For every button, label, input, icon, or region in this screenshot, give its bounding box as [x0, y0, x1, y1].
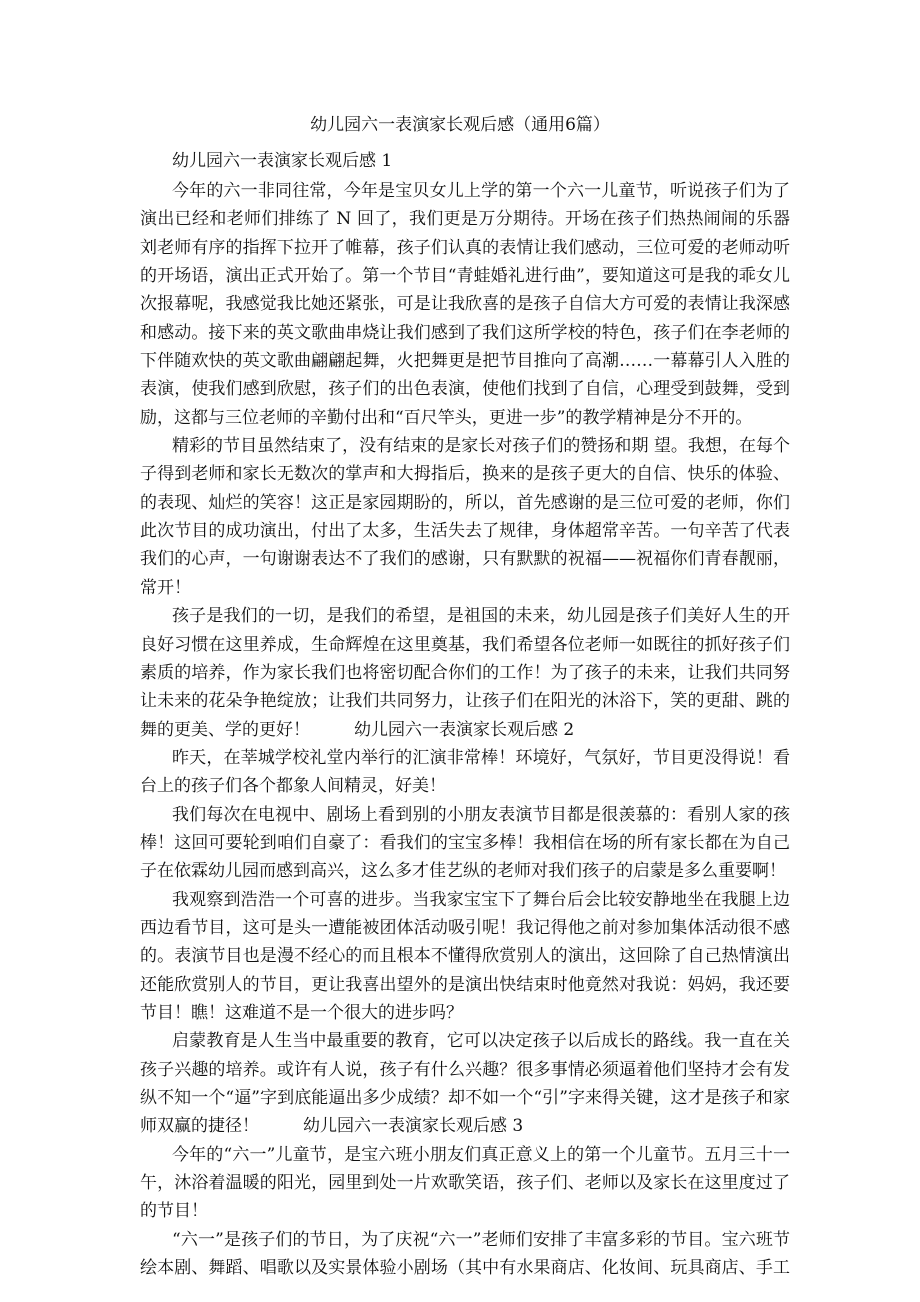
text-line — [140, 716, 790, 744]
text-line — [140, 1226, 790, 1254]
text-line — [140, 744, 790, 772]
line-text: 西边看节目，这可是头一遭能被团体活动吸引呢！我记得他之前对参加集体活动很不感 — [140, 917, 790, 938]
line-text: 我观察到浩浩一个可喜的进步。当我家宝宝下了舞台后会比较安静地坐在我腿上边 — [172, 889, 790, 910]
text-line — [140, 772, 790, 800]
line-text: 舞的更美、学的更好！ — [140, 719, 310, 740]
text-line — [140, 886, 790, 914]
text-line — [140, 517, 790, 545]
line-text: 还能欣赏别人的节目，更让我喜出望外的是演出快结束时他竟然对我说：妈妈，我还要 — [140, 974, 790, 995]
line-text: 师双赢的捷径！ — [140, 1116, 259, 1137]
text-line — [140, 942, 790, 970]
text-line — [140, 1056, 790, 1084]
text-line — [140, 460, 790, 488]
line-text: 我们每次在电视中、剧场上看到别的小朋友表演节目都是很羡慕的：看别人家的孩 — [172, 804, 790, 825]
text-line — [140, 432, 790, 460]
line-text: 的。表演节目也是漫不经心的而且根本不懂得欣赏别人的演出，这回除了自己热情演出 — [140, 946, 790, 967]
section-heading-1: 幼儿园六一表演家长观后感 1 — [172, 151, 393, 171]
text-line — [140, 290, 790, 318]
text-line — [140, 1112, 790, 1140]
line-text: 孩子兴趣的培养。或许有人说，孩子有什么兴趣？很多事情必须逼着他们坚持才会有发 — [140, 1059, 790, 1080]
line-text: 素质的培养，作为家长我们也将密切配合你们的工作！为了孩子的未来，让我们共同努 — [140, 662, 790, 683]
text-line — [140, 1169, 790, 1197]
line-text: 台上的孩子们各个都象人间精灵，好美！ — [140, 776, 446, 797]
text-line — [140, 1141, 790, 1169]
line-text: 节目！瞧！这难道不是一个很大的进步吗？ — [140, 1002, 463, 1023]
line-text: 次报幕呢，我感觉我比她还紧张，可是让我欣喜的是孩子自信大方可爱的表情让我深感 — [140, 294, 790, 315]
line-text: 子得到老师和家长无数次的掌声和大拇指后，换来的是孩子更大的自信、快乐的体验、 — [140, 464, 790, 485]
text-line — [140, 1027, 790, 1055]
text-line — [140, 205, 790, 233]
line-text: 我们的心声，一句谢谢表达不了我们的感谢，只有默默的祝福——祝福你们青春靓丽， — [140, 549, 790, 570]
line-text: 刘老师有序的指挥下拉开了帷幕，孩子们认真的表情让我们感动，三位可爱的老师动听 — [140, 237, 790, 258]
text-line — [140, 829, 790, 857]
line-text: 纵不知一个“逼”字到底能逼出多少成绩？却不如一个“引”字来得关键，这才是孩子和家 — [140, 1088, 790, 1108]
text-line — [140, 319, 790, 347]
line-text: 绘本剧、舞蹈、唱歌以及实景体验小剧场（其中有水果商店、化妆间、玩具商店、手工 — [140, 1258, 790, 1279]
document-body — [140, 177, 790, 1282]
text-line — [140, 659, 790, 687]
text-line — [140, 262, 790, 290]
line-text: 启蒙教育是人生当中最重要的教育，它可以决定孩子以后成长的路线。我一直在关 — [172, 1031, 790, 1052]
line-text: “六一”是孩子们的节日，为了庆祝“六一”老师们安排了丰富多彩的节目。宝六班节 — [172, 1229, 790, 1250]
text-line — [140, 999, 790, 1027]
line-text: 表演，使我们感到欣慰，孩子们的出色表演，使他们找到了自信，心理受到鼓舞，受到 — [140, 379, 790, 400]
line-text: 棒！这回可要轮到咱们自豪了：看我们的宝宝多棒！我相信在场的所有家长都在为自己 — [140, 832, 790, 853]
line-text: 午，沐浴着温暖的阳光，园里到处一片欢歌笑语，孩子们、老师以及家长在这里度过了 — [140, 1173, 790, 1194]
text-line — [140, 177, 790, 205]
line-text: 今年的六一非同往常，今年是宝贝女儿上学的第一个六一儿童节，听说孩子们为了 — [172, 181, 790, 201]
line-text: 此次节目的成功演出，付出了太多，生活失去了规律，身体超常辛苦。一句辛苦了代表 — [140, 521, 790, 542]
text-line — [140, 687, 790, 715]
line-text: 良好习惯在这里养成，生命辉煌在这里奠基，我们希望各位老师一如既往的抓好孩子们 — [140, 634, 790, 655]
document-title: 幼儿园六一表演家长观后感（通用6篇） — [310, 115, 610, 135]
line-text: 孩子是我们的一切，是我们的希望，是祖国的未来，幼儿园是孩子们美好人生的开 — [172, 606, 790, 627]
line-text: 子在依霖幼儿园而感到高兴，这么多才佳艺纵的老师对我们孩子的启蒙是多么重要啊！ — [140, 861, 786, 882]
text-line — [140, 801, 790, 829]
line-text: 让未来的花朵争艳绽放；让我们共同努力，让孩子们在阳光的沐浴下，笑的更甜、跳的 — [140, 691, 790, 712]
line-text: 昨天，在莘城学校礼堂内举行的汇演非常棒！环境好，气氛好，节目更没得说！看 — [172, 747, 790, 768]
line-text: 演出已经和老师们排练了 N 回了，我们更是万分期待。开场在孩子们热热闹闹的乐器 — [140, 209, 790, 230]
text-line — [140, 375, 790, 403]
line-text: 精彩的节目虽然结束了，没有结束的是家长对孩子们的赞扬和期 望。我想，在每个 — [172, 436, 790, 457]
text-line — [140, 631, 790, 659]
line-text: 的节目！ — [140, 1201, 208, 1222]
text-line — [140, 1254, 790, 1282]
text-line — [140, 602, 790, 630]
line-text: 和感动。接下来的英文歌曲串烧让我们感到了我们这所学校的特色，孩子们在李老师的 — [140, 322, 790, 343]
line-text: 的开场语，演出正式开始了。第一个节目“青蛙婚礼进行曲”，要知道这可是我的乖女儿 — [140, 266, 790, 287]
text-line — [140, 545, 790, 573]
text-line — [140, 234, 790, 262]
text-line — [140, 404, 790, 432]
line-text: 的表现、灿烂的笑容！这正是家园期盼的，所以，首先感谢的是三位可爱的老师，你们 — [140, 492, 790, 513]
line-text: 下伴随欢快的英文歌曲翩翩起舞，火把舞更是把节目推向了高潮……一幕幕引人入胜的 — [140, 351, 790, 372]
line-text: 常开！ — [140, 577, 191, 598]
section-heading: 幼儿园六一表演家长观后感 3 — [303, 1116, 524, 1137]
line-text: 励，这都与三位老师的辛勤付出和“百尺竿头，更进一步”的教学精神是分不开的。 — [140, 407, 753, 428]
text-line — [140, 1084, 790, 1112]
text-line — [140, 574, 790, 602]
section-heading: 幼儿园六一表演家长观后感 2 — [354, 719, 575, 740]
line-text: 今年的“六一”儿童节，是宝六班小朋友们真正意义上的第一个儿童节。五月三十一 — [172, 1144, 790, 1165]
text-line — [140, 857, 790, 885]
text-line — [140, 1197, 790, 1225]
text-line — [140, 489, 790, 517]
text-line — [140, 971, 790, 999]
text-line — [140, 347, 790, 375]
text-line — [140, 914, 790, 942]
